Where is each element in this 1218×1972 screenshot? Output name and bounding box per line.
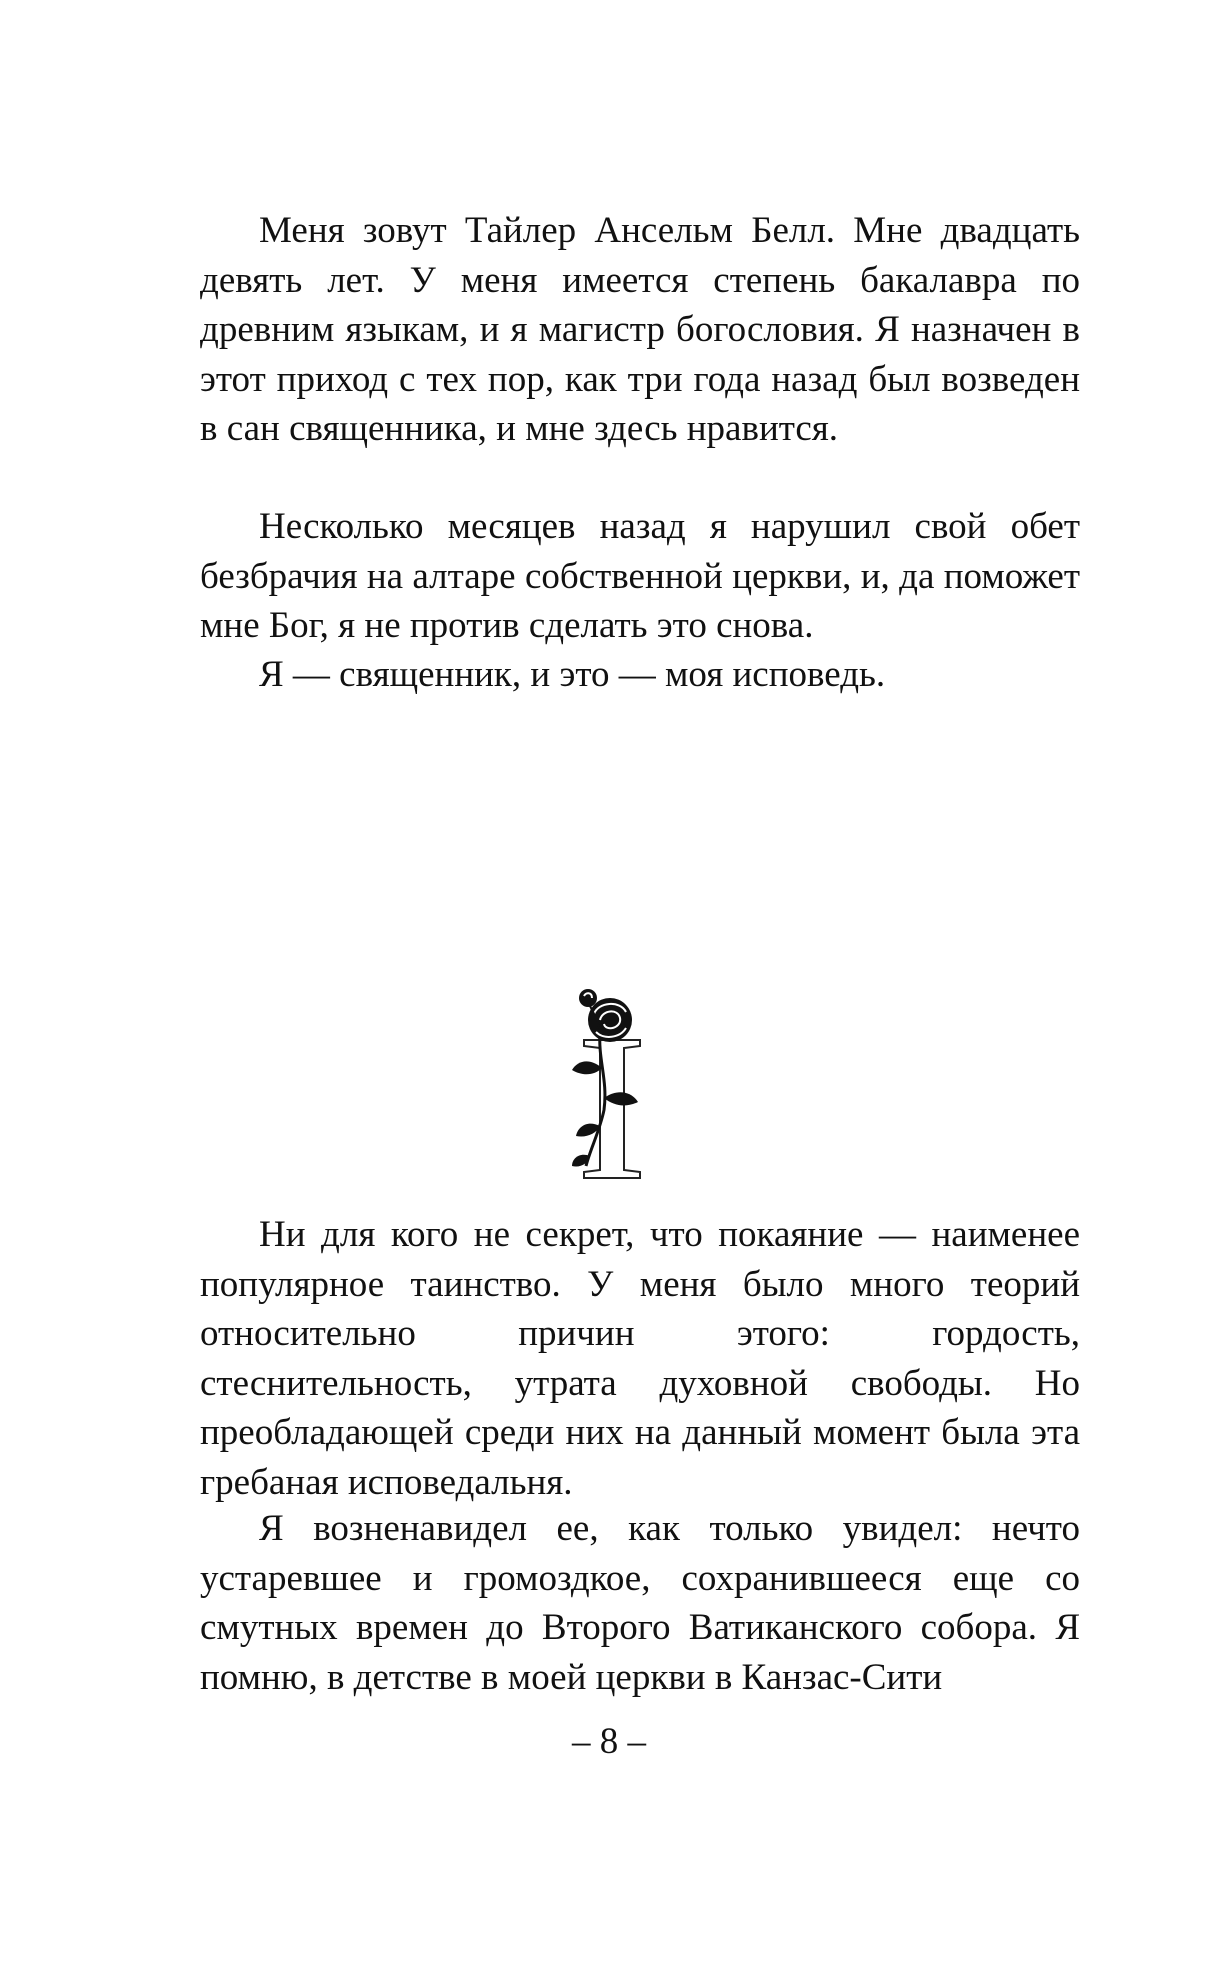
page-number: – 8 –: [572, 1721, 646, 1762]
chapter-numeral-glyph: [584, 1040, 640, 1178]
paragraph: Я — священник, и это — моя исповедь.: [259, 654, 886, 695]
paragraph: Я возненавидел ее, как только увидел: нечто устаревшее и громоздкое, сохранившееся еще со смутных времен до Второго Ватиканского собора. Я помню, в детстве в моей церкви в Канзас-Сити: [200, 1508, 1080, 1698]
paragraph: Меня зовут Тайлер Ансельм Белл. Мне двадцать девять лет. У меня имеется степень бакалавра по древним языкам, и я магистр богословия. Я назначен в этот приход с тех пор, как три года назад был возведен в сан священника, и мне здесь нравится.: [200, 210, 1080, 450]
paragraph: Ни для кого не секрет, что покаяние — наименее популярное таинство. У меня было много теорий относительно причин этого: гордость, стеснительность, утрата духовной свободы. Но преобладающей среди них на данный момент была эта гребаная исповедальня.: [200, 1214, 1080, 1503]
rose-icon: [560, 980, 680, 1190]
chapter-heading: [560, 980, 680, 1190]
paragraph: Несколько месяцев назад я нарушил свой обет безбрачия на алтаре собственной церкви, и, да поможет мне Бог, я не против сделать это снова.: [200, 506, 1080, 647]
